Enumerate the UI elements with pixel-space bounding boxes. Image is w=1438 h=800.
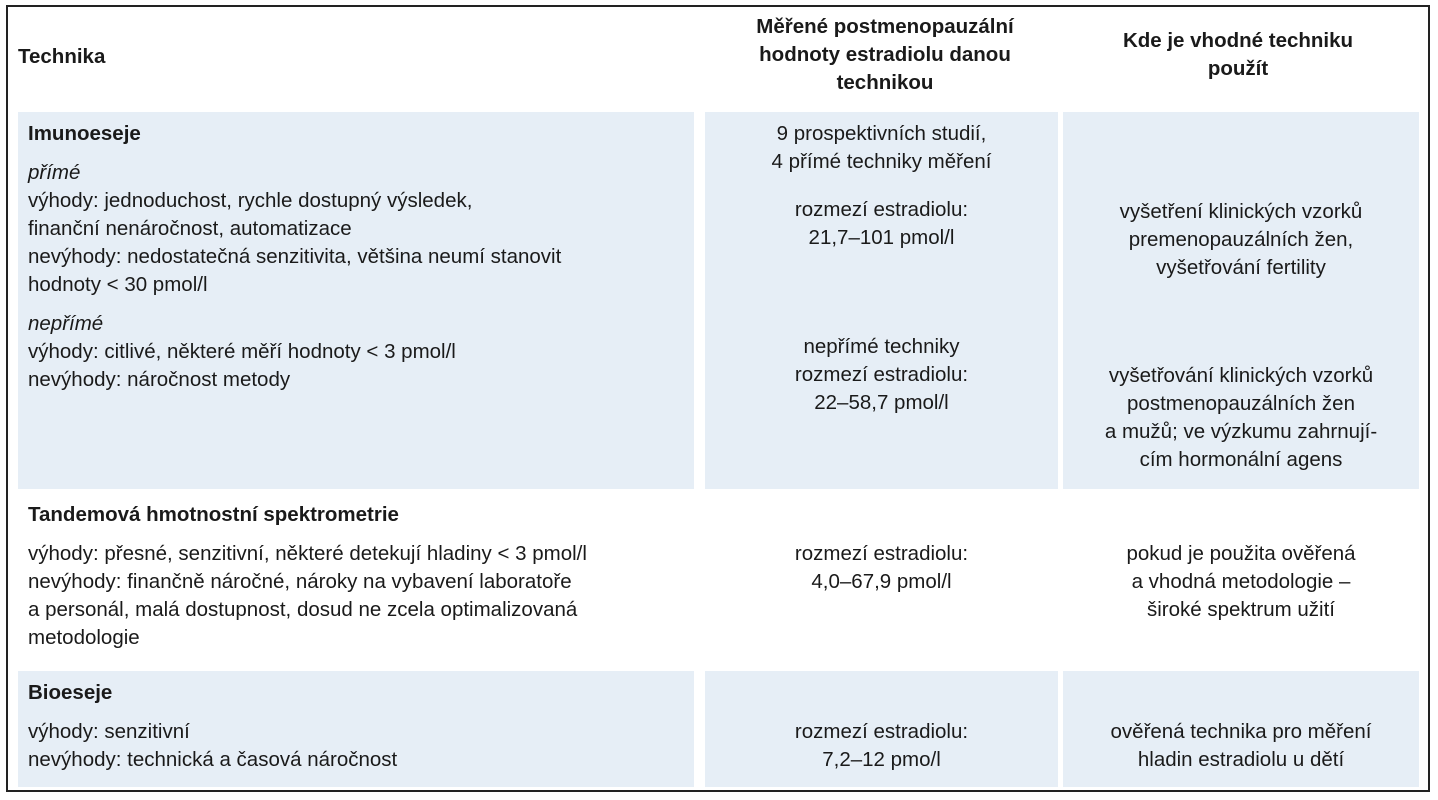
subtype-label: přímé	[28, 161, 81, 184]
header-usage	[1063, 27, 1413, 83]
usage-line: postmenopauzálních žen	[1127, 392, 1355, 415]
usage-line: a vhodná metodologie –	[1131, 570, 1351, 593]
header-col2-line: Měřené postmenopauzální	[756, 15, 1014, 38]
usage-line: vyšetřování klinických vzorků	[1108, 364, 1374, 387]
measured-line: rozmezí estradiolu:	[794, 542, 969, 565]
tandem-usage-text	[1063, 540, 1419, 624]
technique-line: metodologie	[28, 626, 140, 649]
technique-line: a personál, malá dostupnost, dosud ne zcela optimalizovaná	[28, 598, 578, 621]
technique-line: nevýhody: technická a časová náročnost	[28, 748, 398, 771]
header-col2-line: hodnoty estradiolu danou	[759, 43, 1011, 66]
usage-line: a mužů; ve výzkumu zahrnují-	[1104, 420, 1378, 443]
header-col2-line: technikou	[836, 71, 934, 94]
comparison-table	[6, 5, 1430, 792]
tandem-technique-text	[28, 501, 698, 652]
header-col3-line: Kde je vhodné techniku	[1122, 29, 1354, 52]
header-technika	[18, 43, 105, 71]
subtype-label: nepřímé	[28, 312, 104, 335]
usage-line: široké spektrum užití	[1147, 598, 1335, 621]
imunoeseje-measured-text-indirect	[705, 333, 1058, 417]
measured-line: 22–58,7 pmol/l	[814, 391, 949, 414]
usage-line: premenopauzálních žen,	[1128, 228, 1354, 251]
measured-line: nepřímé techniky	[803, 335, 960, 358]
technique-line: finanční nenáročnost, automatizace	[28, 217, 352, 240]
technique-line: nevýhody: nedostatečná senzitivita, většina neumí stanovit	[28, 245, 562, 268]
imunoeseje-technique-text	[28, 120, 688, 394]
bioeseje-measured-text	[705, 718, 1058, 774]
header-col3-line: použít	[1207, 57, 1269, 80]
measured-line: rozmezí estradiolu:	[794, 363, 969, 386]
row-title: Tandemová hmotnostní spektrometrie	[28, 503, 399, 526]
measured-line: rozmezí estradiolu:	[794, 198, 969, 221]
measured-line: 9 prospektivních studií,	[776, 122, 987, 145]
imunoeseje-measured-text-direct	[705, 120, 1058, 252]
header-measured	[705, 13, 1065, 97]
usage-line: cím hormonální agens	[1139, 448, 1343, 471]
bioeseje-technique-text	[28, 679, 688, 774]
usage-line: vyšetření klinických vzorků	[1119, 200, 1363, 223]
usage-line: ověřená technika pro měření	[1110, 720, 1372, 743]
tandem-measured-text	[705, 540, 1058, 596]
measured-line: 4,0–67,9 pmol/l	[811, 570, 952, 593]
usage-line: pokud je použita ověřená	[1126, 542, 1356, 565]
technique-line: nevýhody: finančně náročné, nároky na vybavení laboratoře	[28, 570, 572, 593]
measured-line: 4 přímé techniky měření	[771, 150, 992, 173]
technique-line: výhody: senzitivní	[28, 720, 190, 743]
header-col1-text: Technika	[18, 45, 106, 68]
technique-line: nevýhody: náročnost metody	[28, 368, 291, 391]
usage-line: vyšetřování fertility	[1156, 256, 1326, 279]
measured-line: 7,2–12 pmo/l	[822, 748, 941, 771]
technique-line: výhody: přesné, senzitivní, některé detekují hladiny < 3 pmol/l	[28, 542, 587, 565]
technique-line: výhody: citlivé, některé měří hodnoty < 3 pmol/l	[28, 340, 456, 363]
technique-line: hodnoty < 30 pmol/l	[28, 273, 208, 296]
technique-line: výhody: jednoduchost, rychle dostupný výsledek,	[28, 189, 473, 212]
measured-line: 21,7–101 pmol/l	[808, 226, 955, 249]
imunoeseje-usage-text-indirect	[1063, 362, 1419, 474]
usage-line: hladin estradiolu u dětí	[1137, 748, 1345, 771]
measured-line: rozmezí estradiolu:	[794, 720, 969, 743]
row-title: Bioeseje	[28, 681, 113, 704]
bioeseje-usage-text	[1063, 718, 1419, 774]
imunoeseje-usage-text-direct	[1063, 198, 1419, 282]
row-title: Imunoeseje	[28, 122, 141, 145]
